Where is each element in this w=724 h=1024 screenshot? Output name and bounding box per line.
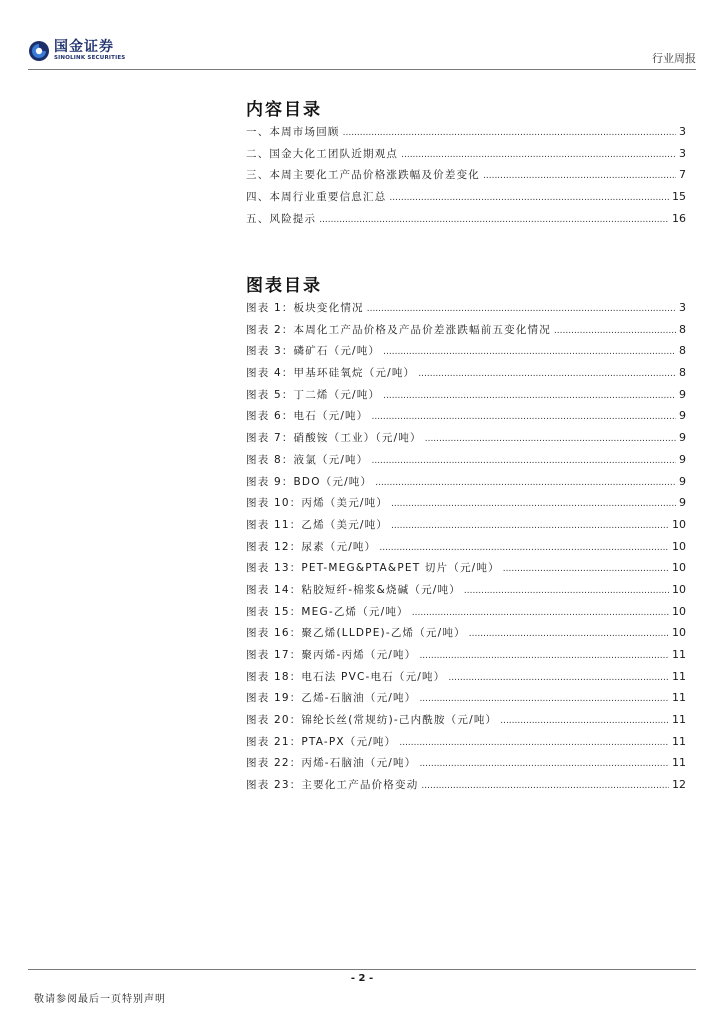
contents-entry-page: 3 xyxy=(679,125,686,138)
dot-leader xyxy=(319,213,669,225)
dot-leader xyxy=(383,389,676,401)
figure-entry-page: 10 xyxy=(672,517,686,531)
dot-leader xyxy=(419,692,669,704)
figure-entry-label: 图表 16：聚乙烯(LLDPE)-乙烯（元/吨） xyxy=(246,627,466,640)
figure-entry[interactable] xyxy=(246,582,686,604)
figure-entry[interactable] xyxy=(246,343,686,365)
figure-entry-page: 8 xyxy=(679,322,686,336)
figure-entry-page: 9 xyxy=(679,409,686,423)
figure-entry-page: 11 xyxy=(672,691,686,705)
figure-entry[interactable] xyxy=(246,365,686,387)
contents-entry[interactable] xyxy=(246,146,686,168)
sinolink-logo xyxy=(28,40,125,62)
figure-entry-label: 图表 4：甲基环硅氧烷（元/吨） xyxy=(246,367,416,380)
figure-entry-page: 11 xyxy=(672,756,686,770)
figure-entry-label: 图表 13：PET-MEG&PTA&PET 切片（元/吨） xyxy=(246,562,500,575)
dot-leader xyxy=(469,627,669,639)
contents-title: 内容目录 xyxy=(246,100,322,120)
figure-entry-label: 图表 17：聚丙烯-丙烯（元/吨） xyxy=(246,649,417,661)
figure-entry[interactable] xyxy=(246,777,686,799)
figure-entry-label: 图表 1：板块变化情况 xyxy=(246,302,364,314)
figure-entry-page: 9 xyxy=(679,387,686,401)
figure-entry[interactable] xyxy=(246,539,686,561)
figure-entry[interactable] xyxy=(246,495,686,517)
figure-entry-page: 9 xyxy=(679,452,686,466)
figure-entry[interactable] xyxy=(246,452,686,474)
dot-leader xyxy=(419,649,669,661)
contents-entry-label: 五、风险提示 xyxy=(246,212,317,225)
figure-entry[interactable] xyxy=(246,690,686,712)
page-header xyxy=(0,0,724,72)
dot-leader xyxy=(500,714,669,726)
figure-entry[interactable] xyxy=(246,669,686,691)
sinolink-logo-icon xyxy=(28,40,50,62)
figure-entry-label: 图表 9：BDO（元/吨） xyxy=(246,475,373,488)
figure-entry-page: 12 xyxy=(672,778,686,792)
dot-leader xyxy=(419,757,669,769)
dot-leader xyxy=(379,541,669,553)
dot-leader xyxy=(399,736,669,748)
dot-leader xyxy=(367,302,676,314)
figure-entry-label: 图表 23：主要化工产品价格变动 xyxy=(246,779,419,792)
figure-entry-page: 11 xyxy=(672,648,686,661)
figure-entry-label: 图表 14：粘胶短纤-棉浆&烧碱（元/吨） xyxy=(246,583,461,596)
disclaimer-note: 敬请参阅最后一页特别声明 xyxy=(34,994,166,1005)
figure-entry[interactable] xyxy=(246,647,686,669)
contents-entry-label: 四、本周行业重要信息汇总 xyxy=(246,191,387,204)
footer-divider xyxy=(28,969,696,970)
contents-entry-label: 三、本周主要化工产品价格涨跌幅及价差变化 xyxy=(246,169,480,182)
header-divider xyxy=(28,69,696,70)
figure-entry-page: 3 xyxy=(679,301,686,314)
contents-entry-page: 7 xyxy=(679,168,686,182)
dot-leader xyxy=(554,324,676,336)
figure-entry[interactable] xyxy=(246,755,686,777)
figure-entry-label: 图表 20：锦纶长丝(常规纺)-己内酰胺（元/吨） xyxy=(246,714,498,727)
figure-entry-label: 图表 10：丙烯（美元/吨） xyxy=(246,497,389,510)
dot-leader xyxy=(389,191,669,203)
figure-entry[interactable] xyxy=(246,517,686,539)
figure-entry-page: 10 xyxy=(672,582,686,596)
contents-entry[interactable] xyxy=(246,189,686,211)
contents-entry-label: 二、国金大化工团队近期观点 xyxy=(246,147,399,160)
dot-leader xyxy=(425,432,676,444)
contents-entry-page: 16 xyxy=(672,211,686,225)
figure-entry-page: 10 xyxy=(672,626,686,640)
page-number: - 2 - xyxy=(350,973,374,984)
dot-leader xyxy=(391,519,669,531)
dot-leader xyxy=(483,169,676,181)
contents-entry-page: 3 xyxy=(679,146,686,160)
dot-leader xyxy=(503,562,669,574)
contents-entry-page: 15 xyxy=(672,190,686,204)
dot-leader xyxy=(401,148,676,160)
figures-list xyxy=(246,300,686,799)
dot-leader xyxy=(421,779,669,791)
figure-entry-label: 图表 15：MEG-乙烯（元/吨） xyxy=(246,605,409,618)
figure-entry-label: 图表 2：本周化工产品价格及产品价差涨跌幅前五变化情况 xyxy=(246,323,551,336)
figure-entry-page: 10 xyxy=(672,539,686,553)
figure-entry[interactable] xyxy=(246,408,686,430)
figure-entry-label: 图表 21：PTA-PX（元/吨） xyxy=(246,735,397,748)
figure-entry-label: 图表 12：尿素（元/吨） xyxy=(246,540,377,553)
figure-entry[interactable] xyxy=(246,625,686,647)
contents-entry[interactable] xyxy=(246,211,686,233)
figure-entry[interactable] xyxy=(246,560,686,582)
figure-entry[interactable] xyxy=(246,712,686,734)
dot-leader xyxy=(418,367,676,379)
dot-leader xyxy=(371,454,676,466)
logo-english-name: SINOLINK SECURITIES xyxy=(54,55,126,62)
figure-entry-page: 9 xyxy=(679,496,686,510)
dot-leader xyxy=(343,126,676,138)
dot-leader xyxy=(375,476,676,488)
figure-entry-label: 图表 5：丁二烯（元/吨） xyxy=(246,388,381,401)
report-type: 行业周报 xyxy=(652,52,696,65)
figure-entry-page: 11 xyxy=(672,734,686,748)
figure-entry-label: 图表 22：丙烯-石脑油（元/吨） xyxy=(246,757,417,770)
figure-entry-page: 9 xyxy=(679,474,686,488)
figure-entry-page: 11 xyxy=(672,669,686,683)
contents-entry[interactable] xyxy=(246,124,686,146)
contents-entry[interactable] xyxy=(246,167,686,189)
contents-list xyxy=(246,124,686,232)
figure-entry-page: 8 xyxy=(679,366,686,380)
logo-chinese-name: 国金证券 xyxy=(54,39,114,56)
figures-title: 图表目录 xyxy=(246,276,322,296)
figure-entry-label: 图表 18：电石法 PVC-电石（元/吨） xyxy=(246,670,446,683)
figure-entry[interactable] xyxy=(246,322,686,344)
figure-entry[interactable] xyxy=(246,300,686,322)
dot-leader xyxy=(412,606,669,618)
figure-entry[interactable] xyxy=(246,734,686,756)
figure-entry[interactable] xyxy=(246,430,686,452)
figure-entry-page: 10 xyxy=(672,604,686,618)
figure-entry-page: 9 xyxy=(679,431,686,445)
figure-entry-label: 图表 19：乙烯-石脑油（元/吨） xyxy=(246,692,417,705)
contents-entry-label: 一、本周市场回顾 xyxy=(246,126,340,138)
dot-leader xyxy=(383,345,676,357)
figure-entry-label: 图表 11：乙烯（美元/吨） xyxy=(246,518,389,531)
figure-entry-label: 图表 6：电石（元/吨） xyxy=(246,410,369,423)
figure-entry-label: 图表 7：硝酸铵（工业）（元/吨） xyxy=(246,432,422,445)
figure-entry-page: 10 xyxy=(672,561,686,575)
dot-leader xyxy=(371,410,676,422)
figure-entry[interactable] xyxy=(246,387,686,409)
dot-leader xyxy=(391,497,676,509)
figure-entry-label: 图表 8：液氯（元/吨） xyxy=(246,453,369,466)
dot-leader xyxy=(448,671,669,683)
figure-entry[interactable] xyxy=(246,474,686,496)
figure-entry-label: 图表 3：磷矿石（元/吨） xyxy=(246,345,381,358)
dot-leader xyxy=(464,584,669,596)
figure-entry-page: 11 xyxy=(672,713,686,727)
figure-entry-page: 8 xyxy=(679,344,686,358)
figure-entry[interactable] xyxy=(246,604,686,626)
